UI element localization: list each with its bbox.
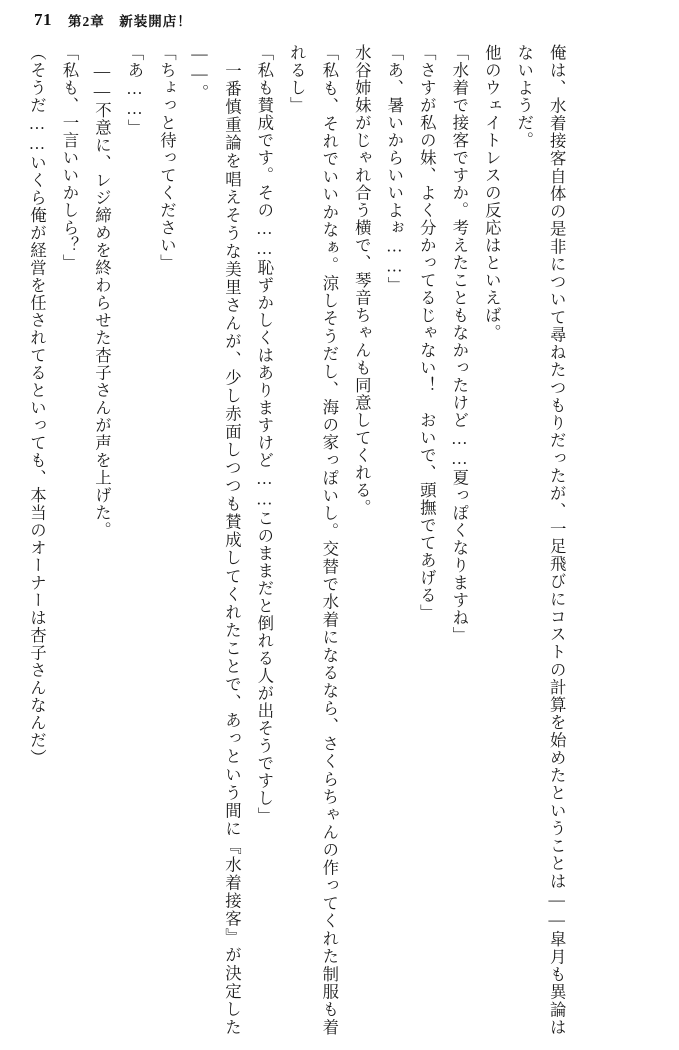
paragraph: 他のウェイトレスの反応はといえば。 xyxy=(482,44,502,342)
paragraph: 「あ、暑いからいいよぉ……」 xyxy=(384,44,404,295)
paragraph: 「私も、一言いいかしら？」 xyxy=(59,44,79,272)
paragraph: 「水着で接客ですか。考えたこともなかったけど……夏っぽくなりますね」 xyxy=(449,44,469,645)
body-text-area xyxy=(20,44,661,1036)
page-header xyxy=(0,0,679,34)
paragraph: 「私も、それでいいかなぁ。涼しそうだし、海の家っぽいし。交替で水着になるなら、さくらちゃんの作ってくれた制服も着れるし」 xyxy=(287,44,339,1036)
paragraph: （そうだ……いくら俺が経営を任されてるといっても、本当のオーナーは杏子さんなんだ） xyxy=(27,44,47,767)
paragraph: 「私も賛成です。その……恥ずかしくはありますけど……このままだと倒れる人が出そうですし」 xyxy=(254,44,274,825)
paragraph: 「ちょっと待ってください」 xyxy=(157,44,177,272)
vertical-text-block xyxy=(20,44,572,1036)
paragraph: 俺は、水着接客自体の是非について尋ねたつもりだったが、一足飛びにコストの計算を始めたということは——皐月も異論はないようだ。 xyxy=(514,44,567,1036)
paragraph: ——不意に、レジ締めを終わらせた杏子さんが声を上げた。 xyxy=(92,44,112,540)
paragraph: 「さすが私の妹、よく分かってるじゃない！ おいで、頭撫でてあげる」 xyxy=(417,44,437,622)
paragraph: 「あ……」 xyxy=(124,44,144,137)
paragraph: 一番慎重論を唱えそうな美里さんが、少し赤面しつつも賛成してくれたことで、あっという間に『水着接客』が決定した——。 xyxy=(189,44,242,1036)
paragraph: 水谷姉妹がじゃれ合う横で、琴音ちゃんも同意してくれる。 xyxy=(352,44,372,517)
chapter-title: 第2章 新装開店！ xyxy=(68,14,192,29)
page-number: 71 xyxy=(34,10,52,29)
